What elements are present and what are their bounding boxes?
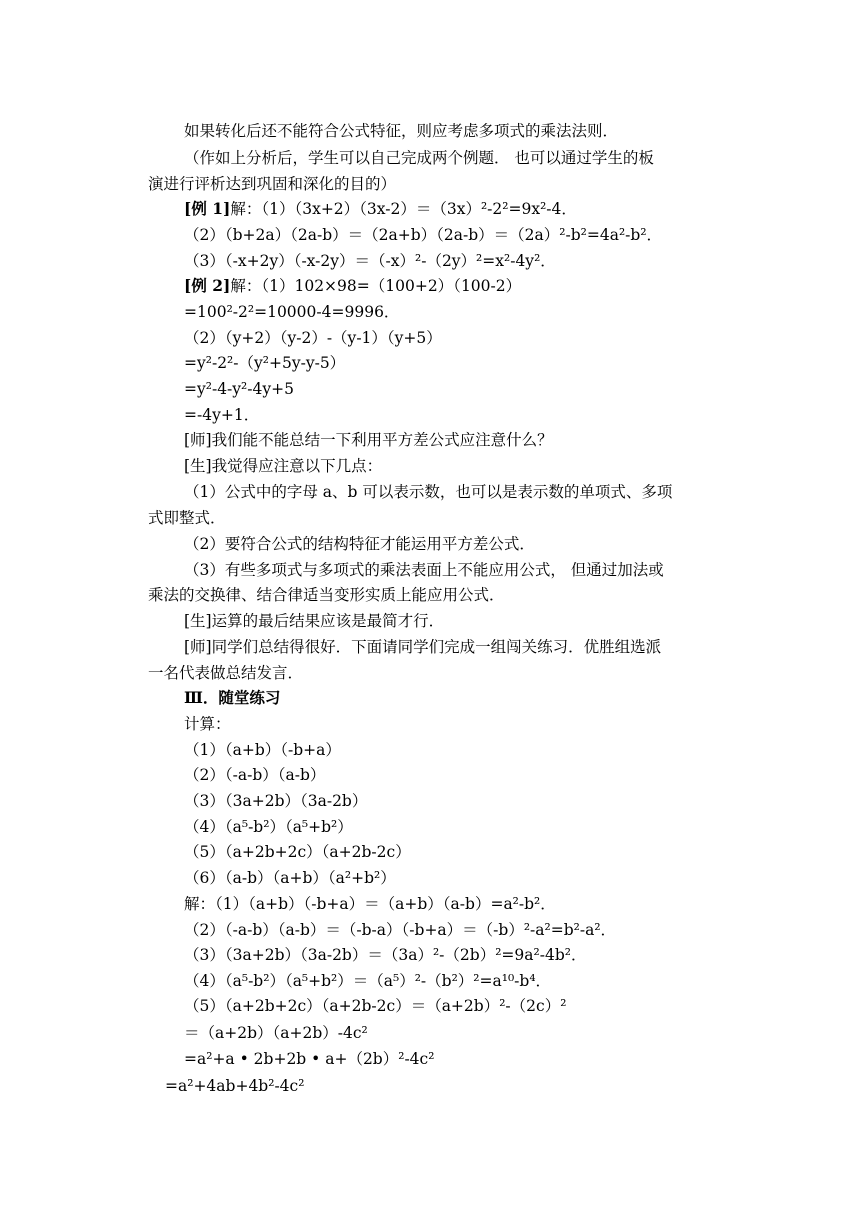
text-line: [生]运算的最后结果应该是最简才行． xyxy=(184,612,445,630)
text-line: =-4y+1． xyxy=(184,406,260,424)
text-line: （作如上分析后，学生可以自己完成两个例题． 也可以通过学生的板 xyxy=(184,149,654,167)
text-line: 解：（1）（a+b）（-b+a）＝（a+b）（a-b）=a²-b²． xyxy=(184,895,556,913)
text-line: ＝（a+2b）（a+2b）-4c² xyxy=(184,1024,368,1042)
line-content: 解：（1）102×98=（100+2）（100-2） xyxy=(230,277,522,295)
text-line xyxy=(184,276,521,296)
text-line: （3）（3a+2b）（3a-2b） xyxy=(184,792,368,810)
text-line: 乘法的交换律、结合律适当变形实质上能应用公式． xyxy=(148,586,505,604)
text-line: [生]我觉得应注意以下几点： xyxy=(184,457,383,475)
text-line: （4）（a⁵-b²）（a⁵+b²） xyxy=(184,818,353,836)
text-line: （3）有些多项式与多项式的乘法表面上不能应用公式， 但通过加法或 xyxy=(184,561,664,579)
text-line: 计算： xyxy=(184,715,231,733)
example-label: [例 2] xyxy=(184,276,231,295)
text-line: （2）（b+2a）（2a-b）＝（2a+b）（2a-b）＝（2a）²-b²=4a²-b²． xyxy=(184,226,663,244)
example-label: [例 1] xyxy=(184,199,231,218)
section-heading: Ⅲ．随堂练习 xyxy=(184,688,281,707)
text-line: （2）要符合公式的结构特征才能运用平方差公式． xyxy=(184,535,535,553)
text-line: =a²+4ab+4b²-4c² xyxy=(165,1077,305,1095)
text-line: =100²-2²=10000-4=9996． xyxy=(184,303,400,321)
line-content: 解：（1）（3x+2）（3x-2）＝（3x）²-2²=9x²-4． xyxy=(230,200,577,218)
text-line: （3）（-x+2y）（-x-2y）＝（-x）²-（2y）²=x²-4y²． xyxy=(184,252,556,270)
text-line: =a²+a • 2b+2b • a+（2b）²-4c² xyxy=(184,1050,435,1068)
text-line: （2）（-a-b）（a-b） xyxy=(184,766,326,784)
text-line: 演进行评析达到巩固和深化的目的） xyxy=(148,175,397,193)
text-line: （2）（y+2）（y-2）-（y-1）（y+5） xyxy=(184,329,442,347)
text-line: （4）（a⁵-b²）（a⁵+b²）＝（a⁵）²-（b²）²=a¹⁰-b⁴． xyxy=(184,972,552,990)
text-line xyxy=(184,199,577,219)
text-line: 如果转化后还不能符合公式特征，则应考虑多项式的乘法法则． xyxy=(184,122,619,140)
text-line: （6）（a-b）（a+b）（a²+b²） xyxy=(184,869,396,887)
text-line: =y²-4-y²-4y+5 xyxy=(184,380,294,398)
text-line: [师]同学们总结得很好．下面请同学们完成一组闯关练习．优胜组选派 xyxy=(184,638,662,656)
text-line: （5）（a+2b+2c）（a+2b-2c） xyxy=(184,843,411,861)
text-line: 式即整式． xyxy=(148,509,226,527)
text-line: =y²-2²-（y²+5y-y-5） xyxy=(184,354,346,372)
text-line: （1）公式中的字母 a、b 可以表示数，也可以是表示数的单项式、多项 xyxy=(184,483,673,501)
text-line: （5）（a+2b+2c）（a+2b-2c）＝（a+2b）²-（2c）² xyxy=(184,997,567,1015)
text-line: [师]我们能不能总结一下利用平方差公式应注意什么？ xyxy=(184,431,553,449)
text-line: （2）（-a-b）（a-b）＝（-b-a）（-b+a）＝（-b）²-a²=b²-a²． xyxy=(184,921,617,939)
text-line: （1）（a+b）（-b+a） xyxy=(184,741,341,759)
text-line: 一名代表做总结发言． xyxy=(148,664,304,682)
text-line: （3）（3a+2b）（3a-2b）＝（3a）²-（2b）²=9a²-4b²． xyxy=(184,946,587,964)
